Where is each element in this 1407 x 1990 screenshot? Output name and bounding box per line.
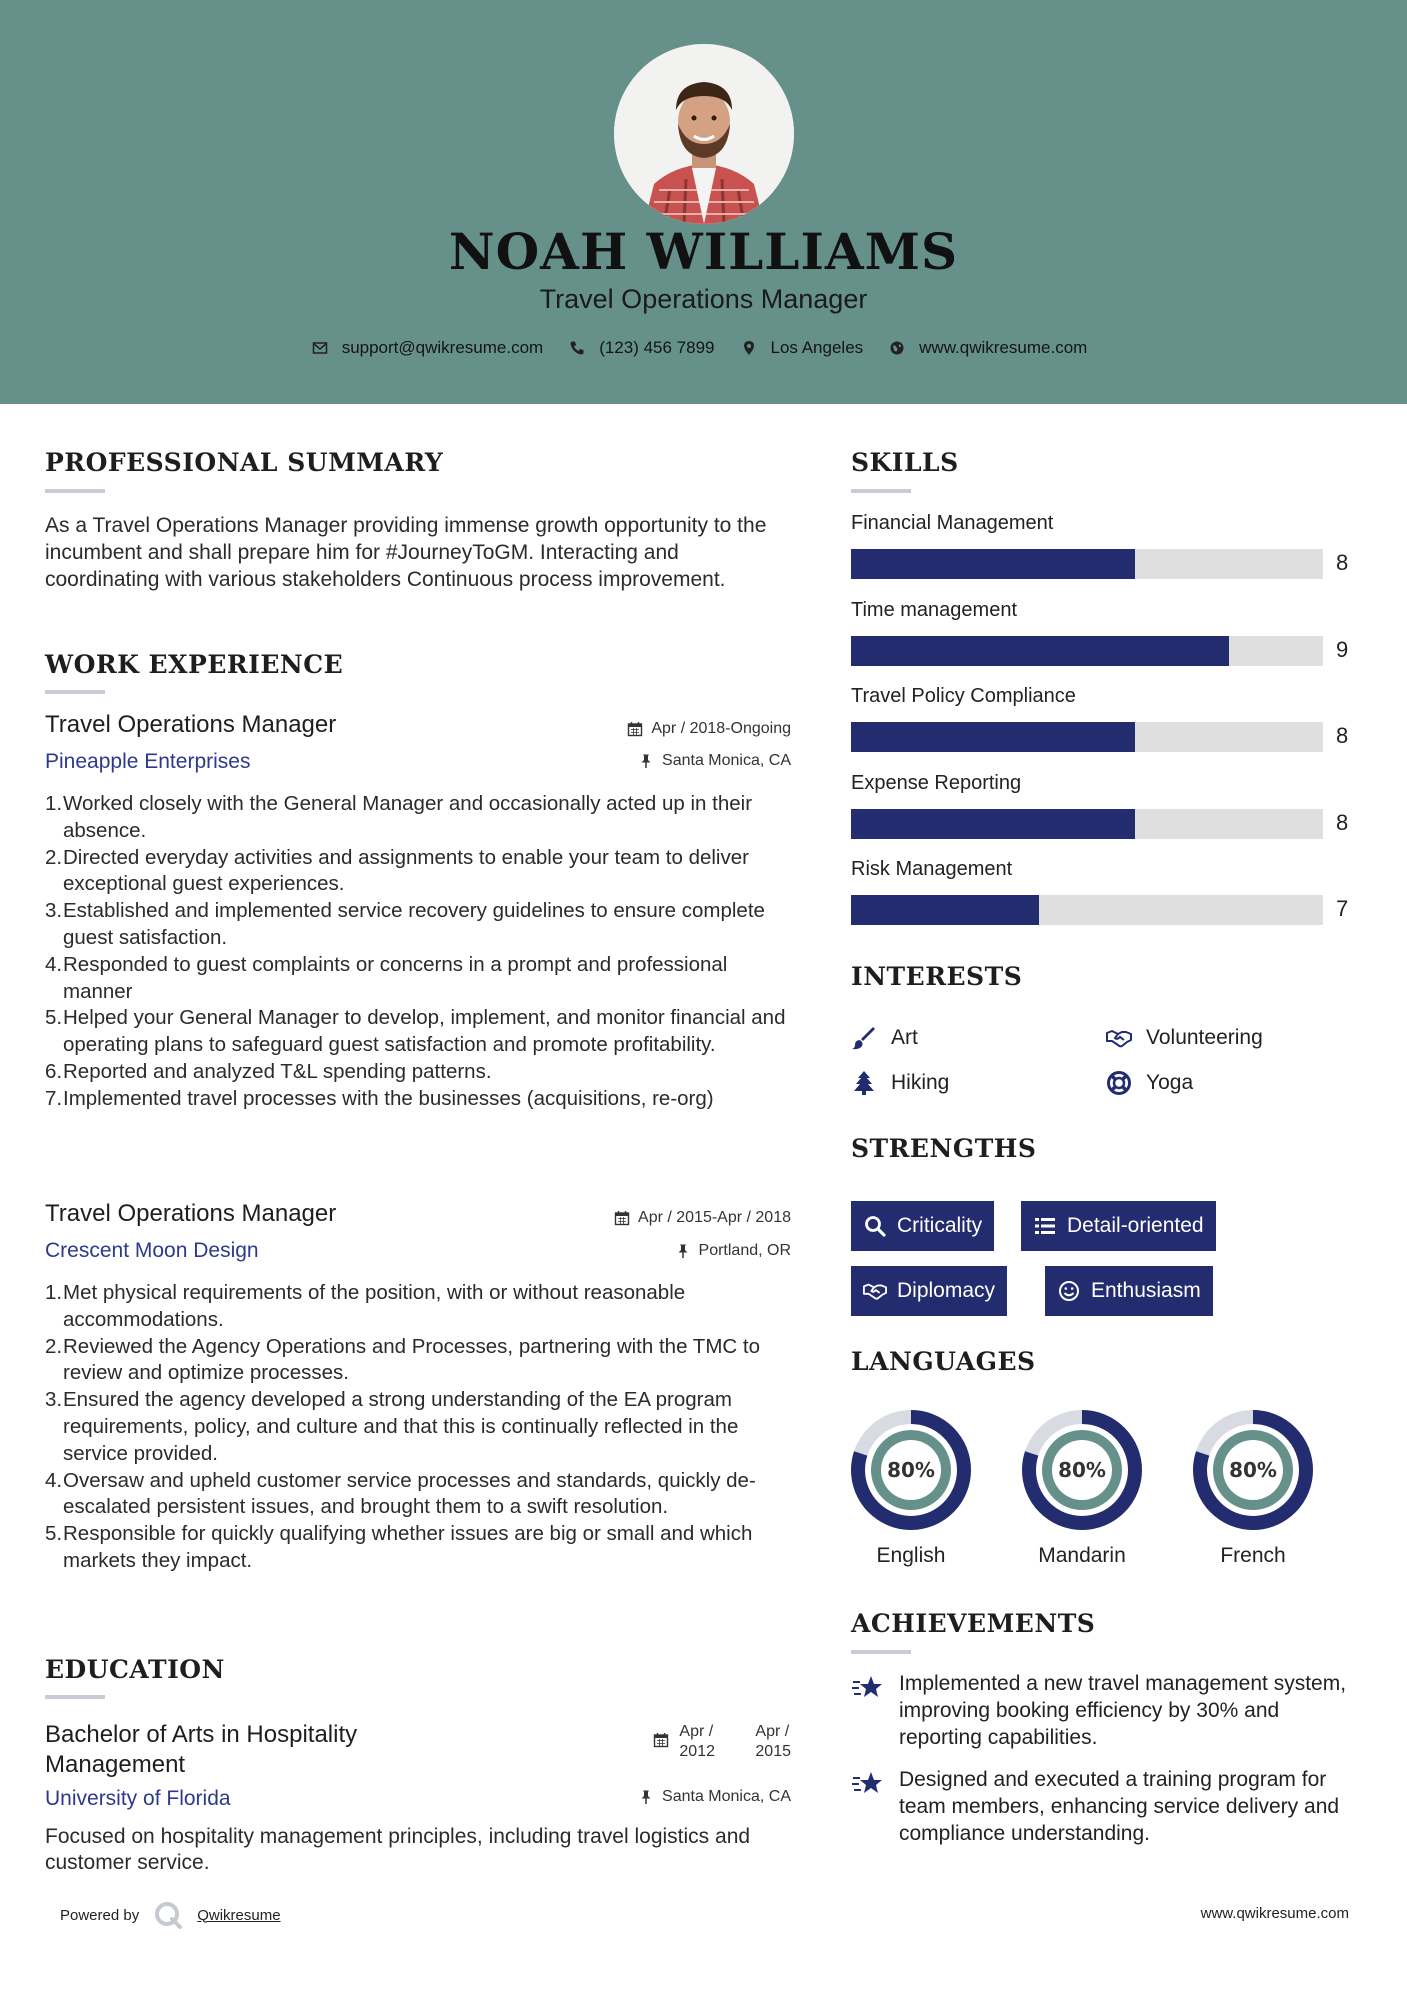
handshake-icon [1106,1025,1132,1051]
job-duties-list [45,1280,795,1575]
company-name: Pineapple Enterprises [45,750,251,773]
education-dates [653,1722,791,1762]
education-description: Focused on hospitality management principles, including travel logistics and customer service. [45,1825,751,1874]
profile-photo [614,44,794,224]
calendar-icon [627,721,643,737]
header [0,0,1407,404]
job-dates [627,720,791,738]
interest-item [851,1025,918,1051]
languages-heading: LANGUAGES [851,1347,1036,1376]
skill-bar-track [851,636,1323,666]
language-item [1191,1408,1315,1568]
start-month: Apr / [679,1723,714,1740]
education-location [638,1788,791,1806]
list-item: 1. Worked closely with the General Manager and occasionally acted up in their absence. [45,792,753,842]
interest-item [1106,1070,1193,1096]
school-name: University of Florida [45,1787,231,1810]
achievements-heading: ACHIEVEMENTS [851,1609,1096,1638]
footer-website[interactable]: www.qwikresume.com [1200,1905,1349,1922]
globe-icon [889,340,905,356]
job-dates-text: Apr / 2018-Ongoing [651,720,791,737]
interest-label: Art [891,1026,918,1049]
experience-heading: WORK EXPERIENCE [45,650,344,679]
skill-bar-fill [851,895,1039,925]
tree-icon [851,1070,877,1096]
summary-heading: PROFESSIONAL SUMMARY [45,448,444,477]
list-item: 2. Directed everyday activities and assignments to enable your team to deliver exceptional guest experiences. [45,845,749,896]
contact-email[interactable] [312,338,544,358]
language-name: French [1220,1544,1286,1567]
list-item: 7. Implemented travel processes with the businesses (acquisitions, re-org) [45,1086,714,1110]
end-month: Apr / [755,1723,790,1740]
location-text: Los Angeles [770,338,864,357]
language-donut [1191,1408,1315,1532]
skill-bar-track [851,722,1323,752]
email-text: support@qwikresume.com [341,338,544,357]
achievement-text: Implemented a new travel management system, improving booking efficiency by 30% and reporting capabilities. [899,1672,1347,1749]
skill-score: 7 [1336,896,1349,921]
person-photo-icon [614,44,794,224]
phone-text: (123) 456 7899 [599,338,715,357]
degree-title [45,1720,357,1780]
envelope-icon [312,340,328,356]
contact-website[interactable] [889,338,1087,358]
skill-label: Travel Policy Compliance [851,685,1076,707]
achievements-divider [851,1650,911,1654]
skill-label: Financial Management [851,512,1054,534]
skill-bar-track [851,895,1323,925]
job-location [638,752,791,770]
start-year: 2012 [679,1743,715,1760]
map-pin-icon [741,340,757,356]
education-end [755,1722,791,1762]
list-item: 1. Met physical requirements of the position, with or without reasonable accommodations. [45,1281,686,1331]
list-item: 3. Ensured the agency developed a strong understanding of the EA program requirements, policy, and culture and that this is continually reflected in the service provided. [45,1388,739,1465]
language-percent: 80% [887,1458,935,1482]
language-percent: 80% [1229,1458,1277,1482]
interest-label: Yoga [1146,1071,1194,1094]
language-name: English [876,1544,946,1567]
interests-heading: INTERESTS [851,962,1023,991]
degree-line-1: Bachelor of Arts in Hospitality [45,1721,358,1748]
education-heading: EDUCATION [45,1655,225,1684]
interest-item [851,1070,949,1096]
skill-score: 8 [1336,550,1349,575]
list-item: 4. Oversaw and upheld customer service processes and standards, quickly de-escalated persistent issues, and brought them to a swift resolution. [45,1468,756,1519]
candidate-role: Travel Operations Manager [539,284,868,314]
job-dates [614,1209,791,1227]
footer-powered-by [60,1900,281,1930]
language-item [849,1408,973,1568]
job-duties-list [45,791,795,1113]
pushpin-icon [675,1243,691,1259]
education-start [679,1722,745,1762]
job-title: Travel Operations Manager [45,711,337,738]
contact-phone[interactable] [569,338,714,358]
experience-divider [45,690,105,694]
list-item: 2. Reviewed the Agency Operations and Processes, partnering with the TMC to review and optimize processes. [45,1334,760,1385]
list-item: 5. Responsible for quickly qualifying whether issues are big or small and which markets they impact. [45,1522,753,1572]
qwikresume-logo-icon [153,1900,183,1930]
powered-by-text: Powered by [60,1906,140,1924]
strengths-heading: STRENGTHS [851,1134,1037,1163]
language-donut [1020,1408,1144,1532]
job-location-text: Portland, OR [698,1242,791,1259]
skill-bar-fill [851,809,1135,839]
summary-text: As a Travel Operations Manager providing immense growth opportunity to the incumbent and shall prepare him for #JourneyToGM. Interacting and coordinating with various stakeholders Continuous process improvement. [45,514,767,591]
list-item: 3. Established and implemented service recovery guidelines to ensure complete guest satisfaction. [45,899,765,949]
contact-bar [0,338,1407,358]
life-ring-icon [1106,1070,1132,1096]
skill-bar-fill [851,636,1229,666]
paintbrush-icon [851,1025,877,1051]
smile-icon [1057,1279,1081,1303]
skills-heading: SKILLS [851,448,959,477]
star-icon [851,1766,885,1800]
interest-label: Volunteering [1146,1026,1263,1049]
skill-bar-track [851,549,1323,579]
skill-bar-fill [851,549,1135,579]
language-item [1020,1408,1144,1568]
skill-label: Time management [851,598,1017,621]
strength-label: Enthusiasm [1091,1279,1201,1302]
education-location-text: Santa Monica, CA [662,1788,791,1805]
handshake-icon [863,1279,887,1303]
company-name: Crescent Moon Design [45,1239,259,1262]
pushpin-icon [638,1789,654,1805]
skill-label: Risk Management [851,858,1013,880]
interest-label: Hiking [891,1071,950,1094]
job-location-text: Santa Monica, CA [662,752,791,769]
summary-divider [45,489,105,493]
language-donut [849,1408,973,1532]
pushpin-icon [638,753,654,769]
strength-tag [851,1266,1007,1316]
strength-label: Detail-oriented [1067,1214,1204,1237]
skill-bar-fill [851,722,1135,752]
skill-score: 8 [1336,809,1349,835]
job-title: Travel Operations Manager [45,1200,337,1227]
job-location [675,1242,791,1260]
language-percent: 80% [1058,1458,1106,1482]
list-icon [1033,1214,1057,1238]
language-name: Mandarin [1038,1544,1126,1567]
skill-score: 8 [1336,723,1349,748]
phone-icon [569,340,585,356]
strength-tag [1045,1266,1213,1316]
website-text: www.qwikresume.com [919,338,1088,357]
strength-label: Criticality [897,1214,983,1237]
achievement-text: Designed and executed a training program for team members, enhancing service delivery and compliance understanding. [899,1768,1340,1845]
strength-tag [1021,1201,1216,1251]
contact-location [741,338,864,358]
interest-item [1106,1025,1263,1051]
degree-line-2: Management [45,1751,186,1778]
skills-divider [851,489,911,493]
calendar-icon [614,1210,630,1226]
skill-label: Expense Reporting [851,771,1022,794]
end-year: 2015 [755,1743,791,1760]
achievement-item [851,1670,1361,1751]
job-dates-text: Apr / 2015-Apr / 2018 [638,1209,791,1226]
calendar-icon [653,1732,669,1748]
star-icon [851,1670,885,1704]
strength-label: Diplomacy [897,1279,996,1302]
education-divider [45,1695,105,1699]
strength-tag [851,1201,994,1251]
list-item: 6. Reported and analyzed T&L spending patterns. [45,1059,492,1083]
achievement-item [851,1766,1361,1847]
brand-link[interactable]: Qwikresume [197,1906,281,1924]
skill-bar-track [851,809,1323,839]
search-icon [863,1214,887,1238]
list-item: 5. Helped your General Manager to develop, implement, and monitor financial and operating plans to safeguard guest satisfaction and promote profitability. [45,1006,786,1057]
list-item: 4. Responded to guest complaints or concerns in a prompt and professional manner [45,952,728,1003]
skill-score: 9 [1336,636,1349,662]
candidate-name: NOAH WILLIAMS [448,222,959,281]
